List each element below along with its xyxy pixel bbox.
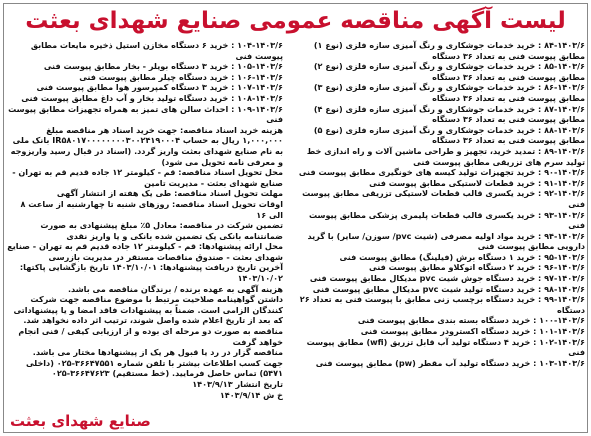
tender-condition: داشتن گواهینامه صلاحیت مرتبط با موضوع مناقصه جهت شرکت کنندگان الزامی است. ضمناً به پیشنهادات فاقد امضا و یا پیشنهاداتی که بعد از تاریخ اعلام شده واصل شوند، ترتیب اثر داده نخواهد شد. [13,294,283,326]
tender-item: ۹۰-۱۴۰۳/۶ : خرید تجهیزات تولید کیسه های خونگیری مطابق پیوست فنی [298,167,585,178]
tender-item: ۸۶-۱۴۰۳/۶ : خرید خدمات جوشکاری و رنگ آمیزی سازه فلزی (نوع ۳) مطابق پیوست فنی به تعداد ۳۶ دستگاه [313,82,585,103]
tender-item: ۹۷-۱۴۰۳/۶ : خرید دستگاه جوش شیت pvc مدیکال مطابق پیوست فنی [309,273,585,284]
tender-item: ۹۲-۱۴۰۳/۶ : خرید یکسری قالب قطعات لاستیکی تزریقی مطابق پیوست فنی [302,188,585,209]
tender-condition: مهلت تحویل اسناد مناقصه: طی یک هفته از انتشار آگهی [56,188,283,199]
tender-condition: ۱۰۷-۱۴۰۳/۶ : خرید ۳ دستگاه کمپرسور هوا مطابق پیوست فنی [36,82,283,93]
notice-title: لیست آگهی مناقصه عمومی صنایع شهدای بعثت [25,8,566,34]
tender-condition: آخرین تاریخ دریافت پیشنهادها: ۱۴۰۳/۱۰/۰۱ تاریخ بازگشایی پاکتها: ۱۴۰۳/۱۰/۰۲ [19,262,283,284]
tender-item: ۱۰۰-۱۴۰۳/۶ : خرید دستگاه بسته بندی مطابق پیوست فنی [357,315,585,326]
tender-item: ۸۷-۱۴۰۳/۶ : خرید خدمات جوشکاری و رنگ آمیزی سازه فلزی (نوع ۴) مطابق پیوست فنی به تعداد ۳۶ دستگاه [313,103,585,125]
tender-condition: ۱۰۵-۱۴۰۳/۶ : خرید ۳ دستگاه بویلر - بخار مطابق پیوست فنی [43,61,283,72]
left-column-items [6,40,283,432]
tender-condition: اوقات تحویل اسناد مناقصه: روزهای شنبه تا چهارشنبه از ساعت ۸ الی ۱۶ [20,198,283,220]
tender-condition: محل تحویل اسناد مناقصه: قم - کیلومتر ۱۲ جاده قدیم قم به تهران - صنایع شهدای بعثت - مدیریت تامین [12,167,283,188]
right-column-items [291,40,585,432]
tender-item: ۹۶-۱۴۰۳/۶ : خرید ۲ دستگاه اتوکلاو مطابق پیوست فنی [369,262,585,273]
tender-condition: ۱۰۶-۱۴۰۳/۶ : خرید دستگاه چیلر مطابق پیوست فنی [79,71,283,82]
publish-date-2: خ ش ۱۴۰۳/۹/۱۴ [219,389,283,400]
tender-item: ۱۰۲-۱۴۰۳/۶ : خرید ۴ دستگاه تولید آب قابل تزریق (wfi) مطابق پیوست فنی [306,336,585,358]
tender-item: ۹۹-۱۴۰۳/۶ : خرید دستگاه برچسب زنی مطابق با پیوست فنی به تعداد ۲۶ دستگاه [299,294,585,315]
footer-company-name: صنایع شهدای بعثت [10,412,151,430]
tender-item: ۹۳-۱۴۰۳/۶ : خرید یکسری قالب قطعات پلیمری پزشکی مطابق پیوست فنی [308,209,585,231]
tender-condition: ۱۰۸-۱۴۰۳/۶ : خرید دستگاه تولید بخار و آب داغ مطابق پیوست فنی [21,92,283,103]
tender-condition: تضمین شرکت در مناقصه: معادل ۵٪ مبلغ پیشنهادی به صورت ضمانتنامه بانکی یک تضمین شده بانکی و یا واریز نقدی [40,220,283,241]
tender-item: ۸۸-۱۴۰۳/۶ : خرید خدمات جوشکاری و رنگ آمیزی سازه فلزی (نوع ۵) مطابق پیوست فنی به تعداد ۳۶ دستگاه [313,124,585,146]
left-list [6,40,283,379]
tender-item: ۹۱-۱۴۰۳/۶ : خرید قطعات لاستیکی مطابق پیوست فنی [369,177,585,188]
tender-item: ۸۹-۱۴۰۳/۶ : تمدید خرید، تجهیز و طراحی ماشین آلات و راه اندازی خط تولید سرم های تزریقی مطابق پیوست فنی [306,145,585,167]
tender-condition: ۱۰۹-۱۴۰۳/۶ : احداث سالن های تمیز به همراه تجهیزات مطابق پیوست فنی [8,103,283,125]
tender-condition: ۱۰۴-۱۴۰۳/۶ : خرید ۶ دستگاه مخازن استیل ذخیره مایعات مطابق پیوست فنی [30,40,283,61]
tender-condition: هزینه آگهی به عهده برنده / برندگان مناقصه می باشد. [67,283,283,294]
tender-item: ۹۴-۱۴۰۳/۶ : خرید مواد اولیه مصرفی (شیت pvc/ سوزن/ سایر) با گرید دارویی مطابق پیوست فنی [307,230,585,252]
tender-condition: هزینه خرید اسناد مناقصه: جهت خرید اسناد هر مناقصه مبلغ ۱,۰۰۰,۰۰۰ ریال به حساب IR۵۸۰۱۷۰۰۰۰۰۰۰۰۳۰۰۲۴۱۹۰۰۰۴ بانک ملی به نام صنایع شهدای بعثت واریز گردد. (اسناد در قبال رسید واریزوجه و معرفی نامه تحویل می شود) [10,124,283,167]
tender-item: ۱۰۱-۱۴۰۳/۶ : خرید دستگاه اکسترودر مطابق پیوست فنی [360,326,585,337]
tender-condition: مناقصه به صورت دو مرحله ای بوده و از ارزیابی کیفی / فنی انجام خواهد گرفت [18,326,283,347]
tender-item: ۸۴-۱۴۰۳/۶ : خرید خدمات جوشکاری و رنگ آمیزی سازه فلزی (نوع ۱) مطابق پیوست فنی به تعداد ۳۶ دستگاه [313,40,585,61]
tender-condition: جهت کسب اطلاعات بیشتر با تلفن شماره ۳۶۶۴۷۵۵۱-۰۲۵ (داخلی ۵۴۷۱) تماس حاصل فرمایید. (خط مستقیم) ۳۶۶۴۷۶۲۳-۰۲۵ [25,357,283,379]
tender-condition: محل ارائه پیشنهادها: قم - کیلومتر ۱۲ جاده قدیم قم به تهران - صنایع شهدای بعثت - صندوق مناقصات مستقر در مدیریت بازرسی [7,241,283,262]
tender-condition: مناقصه گزار در رد یا قبول هر یک از پیشنهادها مختار می باشد. [32,347,283,358]
notice-columns [6,40,585,432]
tender-item: ۹۵-۱۴۰۳/۶ : خرید ۱ دستگاه برش (فیلینگ) مطابق پیوست فنی [339,251,585,262]
tender-item: ۸۵-۱۴۰۳/۶ : خرید خدمات جوشکاری و رنگ آمیزی سازه فلزی (نوع ۲) مطابق پیوست فنی به تعداد ۳۶ دستگاه [313,61,585,82]
publish-date-1: تاریخ انتشار ۱۴۰۳/۹/۱۳ [192,379,283,389]
tender-item: ۹۸-۱۴۰۳/۶ : خرید دستگاه تولید شیت pvc مدیکال مطابق پیوست فنی [312,283,585,294]
tender-item: ۱۰۳-۱۴۰۳/۶ : خرید دستگاه تولید آب مقطر (pw) مطابق پیوست فنی [315,357,585,368]
